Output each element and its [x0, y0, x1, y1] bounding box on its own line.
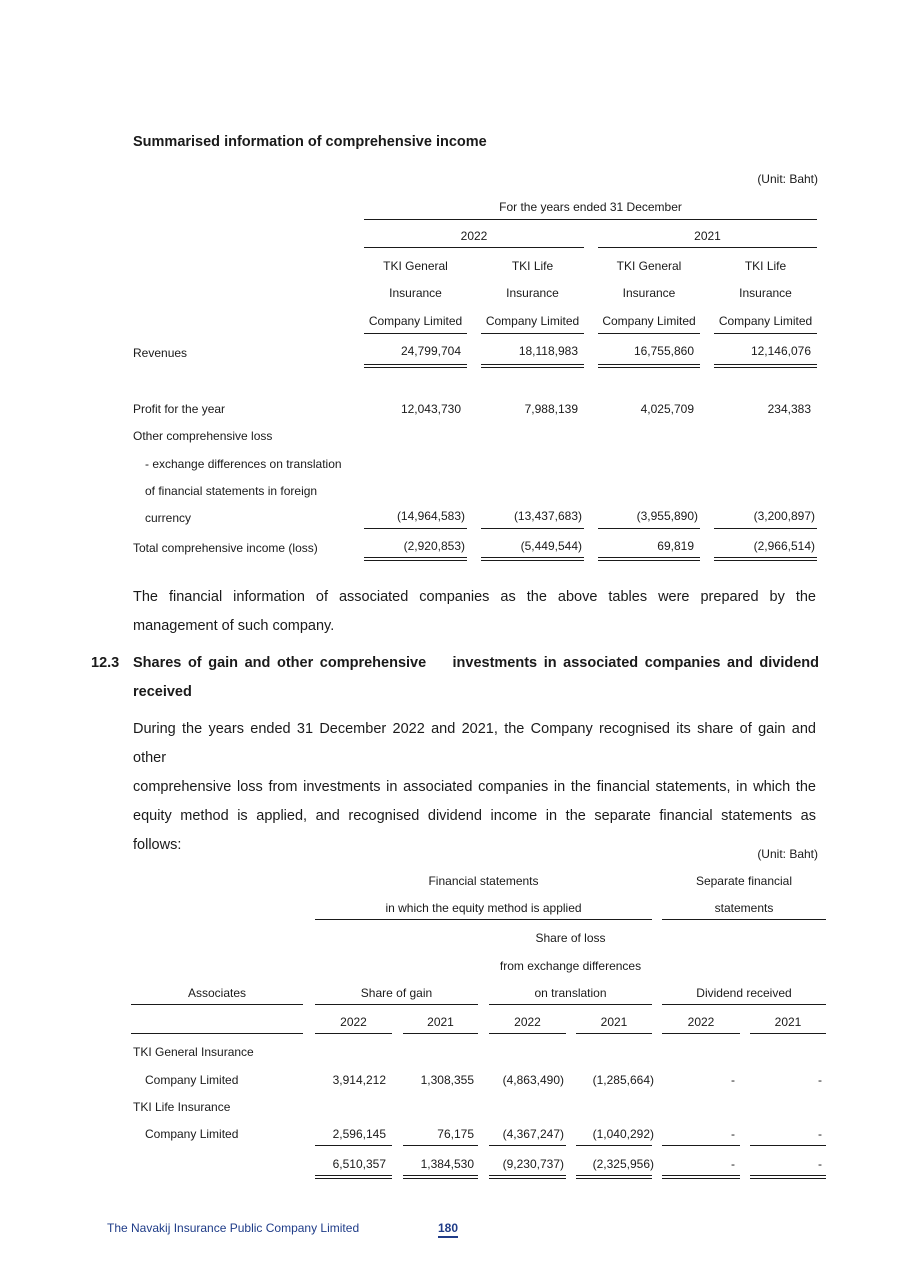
divider	[364, 247, 584, 248]
associates-header: Associates	[187, 986, 247, 1000]
cell-value: (3,955,890)	[636, 509, 698, 523]
cell-value: (2,920,853)	[403, 539, 465, 553]
fs-header: Financial statements	[428, 874, 539, 888]
paragraph-line: follows:	[133, 837, 182, 853]
double-underline	[662, 1178, 740, 1179]
double-underline	[598, 557, 700, 558]
double-underline	[714, 367, 817, 368]
double-underline	[364, 367, 467, 368]
divider	[315, 1033, 392, 1034]
double-underline	[750, 1178, 826, 1179]
divider	[364, 528, 467, 529]
col-header: Insurance	[739, 286, 792, 300]
unit-label: (Unit: Baht)	[757, 847, 818, 861]
col-header: TKI General	[616, 259, 682, 273]
section-heading: Shares of gain and other comprehensive investments in associated companies and dividend	[133, 655, 819, 671]
double-underline	[481, 557, 584, 558]
divider	[481, 333, 584, 334]
double-underline	[576, 1178, 652, 1179]
fs-header: in which the equity method is applied	[385, 901, 582, 915]
note-paragraph	[133, 583, 816, 641]
note-line: management of such company.	[133, 618, 335, 634]
total-value: -	[731, 1157, 735, 1171]
total-value: 1,384,530	[420, 1157, 474, 1171]
cell-value: 7,988,139	[524, 402, 578, 416]
cell-value: -	[818, 1073, 822, 1087]
loss-header: on translation	[534, 986, 607, 1000]
double-underline	[750, 1175, 826, 1176]
divider	[131, 1033, 303, 1034]
double-underline	[714, 557, 817, 558]
divider	[662, 1145, 740, 1146]
sep-header: statements	[714, 901, 774, 915]
double-underline	[364, 557, 467, 558]
cell-value: 1,308,355	[420, 1073, 474, 1087]
double-underline	[315, 1175, 392, 1176]
year-header: 2021	[427, 1015, 454, 1029]
row-label-total: Total comprehensive income (loss)	[133, 541, 318, 555]
dividend-header: Dividend received	[696, 986, 792, 1000]
col-header: Company Limited	[602, 314, 696, 328]
divider	[714, 528, 817, 529]
cell-value: 12,146,076	[750, 344, 811, 358]
divider	[598, 247, 817, 248]
double-underline	[714, 560, 817, 561]
row-label-oci-sub: currency	[145, 511, 192, 525]
cell-value: 234,383	[767, 402, 811, 416]
divider	[576, 1145, 652, 1146]
section-heading-cont: received	[133, 684, 192, 700]
divider	[750, 1033, 826, 1034]
year-header: 2022	[340, 1015, 367, 1029]
divider	[481, 528, 584, 529]
cell-value: -	[731, 1127, 735, 1141]
double-underline	[481, 367, 584, 368]
double-underline	[598, 560, 700, 561]
paragraph-line: During the years ended 31 December 2022 and 2021, the Company recognised its share of gain and other	[133, 721, 816, 766]
cell-value: 2,596,145	[332, 1127, 386, 1141]
cell-value: 76,175	[437, 1127, 474, 1141]
col-header: Company Limited	[485, 314, 580, 328]
cell-value: (1,285,664)	[592, 1073, 654, 1087]
double-underline	[364, 364, 467, 365]
divider	[315, 1004, 478, 1005]
cell-value: 24,799,704	[400, 344, 461, 358]
cell-value: (4,367,247)	[502, 1127, 564, 1141]
divider	[576, 1033, 652, 1034]
associate-name: Company Limited	[145, 1073, 239, 1087]
period-header: For the years ended 31 December	[499, 200, 682, 214]
row-label-revenues: Revenues	[133, 346, 188, 360]
divider	[598, 528, 700, 529]
year-header: 2021	[600, 1015, 628, 1029]
row-label-oci-sub: of financial statements in foreign	[145, 484, 318, 498]
total-value: (2,325,956)	[592, 1157, 654, 1171]
note-line: The financial information of associated companies as the above tables were prepared by the	[133, 589, 816, 605]
page-number: 180	[438, 1221, 458, 1238]
row-label-profit: Profit for the year	[133, 402, 226, 416]
total-value: -	[818, 1157, 822, 1171]
double-underline	[714, 364, 817, 365]
cell-value: (1,040,292)	[592, 1127, 654, 1141]
total-value: (9,230,737)	[502, 1157, 564, 1171]
year-header-2021: 2021	[694, 229, 721, 243]
year-header-2022: 2022	[460, 229, 488, 243]
associate-name: Company Limited	[145, 1127, 239, 1141]
double-underline	[576, 1175, 652, 1176]
associate-name: TKI Life Insurance	[133, 1100, 231, 1114]
divider	[598, 333, 700, 334]
year-header: 2022	[687, 1015, 715, 1029]
divider	[315, 1145, 392, 1146]
section-title: Summarised information of comprehensive income	[133, 134, 487, 150]
cell-value: 16,755,860	[633, 344, 694, 358]
divider	[750, 1145, 826, 1146]
divider	[662, 1004, 826, 1005]
paragraph-line: equity method is applied, and recognised dividend income in the separate financial statements as	[133, 808, 816, 824]
cell-value: 69,819	[657, 539, 694, 553]
total-value: 6,510,357	[332, 1157, 386, 1171]
divider	[315, 919, 652, 920]
loss-header: Share of loss	[535, 931, 606, 945]
year-header: 2022	[514, 1015, 541, 1029]
col-header: Company Limited	[368, 314, 463, 328]
divider	[131, 1004, 303, 1005]
double-underline	[481, 364, 584, 365]
double-underline	[403, 1178, 478, 1179]
divider	[489, 1033, 566, 1034]
divider	[489, 1145, 566, 1146]
cell-value: 4,025,709	[640, 402, 694, 416]
divider	[403, 1145, 478, 1146]
double-underline	[315, 1178, 392, 1179]
divider	[403, 1033, 478, 1034]
col-header: Insurance	[622, 286, 676, 300]
double-underline	[662, 1175, 740, 1176]
cell-value: (3,200,897)	[753, 509, 815, 523]
double-underline	[364, 560, 467, 561]
double-underline	[598, 364, 700, 365]
unit-label: (Unit: Baht)	[757, 172, 818, 186]
cell-value: 18,118,983	[518, 344, 578, 358]
footer-company: The Navakij Insurance Public Company Limited	[107, 1221, 360, 1235]
cell-value: (4,863,490)	[502, 1073, 564, 1087]
cell-value: (5,449,544)	[520, 539, 582, 553]
double-underline	[598, 367, 700, 368]
col-header: Insurance	[389, 286, 442, 300]
loss-header: from exchange differences	[499, 959, 642, 973]
paragraph-line: comprehensive loss from investments in associated companies in the financial statements, in which the	[133, 779, 816, 795]
cell-value: -	[731, 1073, 735, 1087]
divider	[662, 1033, 740, 1034]
col-header: Company Limited	[718, 314, 813, 328]
sep-header: Separate financial	[695, 874, 793, 888]
cell-value: 12,043,730	[400, 402, 461, 416]
cell-value: (14,964,583)	[396, 509, 465, 523]
divider	[364, 219, 817, 220]
col-header: TKI Life	[511, 259, 554, 273]
col-header: TKI Life	[744, 259, 787, 273]
row-label-oci: Other comprehensive loss	[133, 429, 273, 443]
col-header: Insurance	[506, 286, 559, 300]
double-underline	[403, 1175, 478, 1176]
divider	[714, 333, 817, 334]
divider	[489, 1004, 652, 1005]
cell-value: (2,966,514)	[753, 539, 815, 553]
divider	[364, 333, 467, 334]
gain-header: Share of gain	[360, 986, 433, 1000]
cell-value: (13,437,683)	[513, 509, 582, 523]
cell-value: 3,914,212	[332, 1073, 386, 1087]
double-underline	[489, 1175, 566, 1176]
section-number: 12.3	[91, 655, 120, 671]
year-header: 2021	[774, 1015, 802, 1029]
section-paragraph	[133, 715, 816, 860]
double-underline	[481, 560, 584, 561]
double-underline	[489, 1178, 566, 1179]
associate-name: TKI General Insurance	[133, 1045, 254, 1059]
col-header: TKI General	[383, 259, 448, 273]
row-label-oci-sub: - exchange differences on translation	[145, 457, 342, 471]
divider	[662, 919, 826, 920]
cell-value: -	[818, 1127, 822, 1141]
